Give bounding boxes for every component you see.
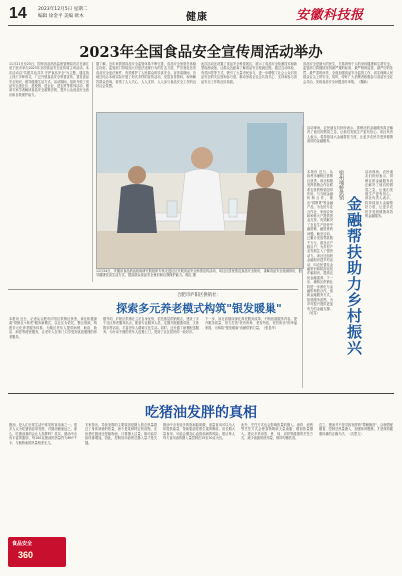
sidebar-body-right: 活动现场，农民朋友们纷纷表示，供销社的金融服务真正解决了他们的燃眉之急，让他们发展生产更有信心。该社负责人表示，将持续加大金融帮扶力度，让更多农民享受到便捷高效的金融服务。 [365, 170, 393, 219]
masthead-logo: 安徽科技报 [296, 8, 364, 23]
article2-headline: 探索多元养老模式构筑"银发暖巢" [116, 302, 282, 315]
article3-col1: 猪油，是人们日常生活中常见的食用油之一。很多人认为吃猪油容易发胖，对猪油避而远之。那么，吃猪油真的会让人发胖吗？其实，猪油中含有丰富的脂肪，每100克猪油的热量约为897千卡，与植物油的热量相差无几。 [9, 423, 77, 445]
article3-col5: 总之，猪油并不是导致发胖的"罪魁祸首"，合理搭配膳食、控制总热量摄入、加强体育锻炼，才是保持健康体重的正确方法。（沈思文） [319, 423, 393, 436]
sidebar-headline: 金融帮扶助力乡村振兴 [345, 196, 363, 356]
logo-text: 食品安全 [12, 541, 33, 547]
article1-headline: 2023年全国食品安全宣传周活动举办 [79, 44, 323, 61]
logo-number: 360 [18, 550, 34, 560]
section-title: 健康 [186, 12, 208, 23]
column-divider [92, 62, 93, 282]
sidebar-divider [302, 126, 303, 388]
section-rule-2 [8, 393, 394, 394]
issue-date: 2023年12月5日 星期二 [38, 7, 88, 12]
article2-col3: 下一步，该社将继续深化养老服务改革，不断拓展服务内容，提升服务质量，努力打造"老有所养、老有所依、老有所乐"的幸福家园，为构筑"银发暖巢"贡献供销力量。（张显华） [205, 317, 297, 330]
photo-illustration [97, 113, 303, 268]
article3-col4: 此外，烹饪方式也会影响热量的摄入。油炸、油煎等烹饪方式会使食物吸收大量油脂，增加热量摄入。建议多采用蒸、煮、炖、凉拌等健康的烹饪方式，减少油脂的使用量，保持均衡饮食。 [241, 423, 313, 441]
sidebar-top-text: 活动现场，农民朋友们纷纷表示，供销社的金融服务真正解决了他们的燃眉之急，让他们发展生产更有信心。该社负责人表示，将持续加大金融帮扶力度，让更多农民享受到便捷高效的金融服务。 [307, 126, 393, 144]
sidebar-kicker: 宿州埇桥供销 [338, 170, 344, 200]
article2-col1: 本报讯 近日，记者从合肥市庐阳区供销社获悉，该社积极探索"供销社+养老"服务新模式，以社区为依托，整合资源，构建多元化养老服务体系，为辖区老年人提供助餐、助浴、助洁、助医等便民服务，让老年人在家门口享受到优质便捷的养老服务。 [9, 317, 97, 339]
photo-caption: 11月24日，安徽省食品药品检验研究院组织专家走进社区开展食品安全科普宣传活动，向社区居民普及食品安全知识，讲解食品安全检测常识，倡导健康饮食生活方式，提高群众食品安全意识和自我保护能力。郭红 摄 [96, 269, 302, 278]
article3-col2: 专家指出，导致发胖的主要原因是摄入的总热量超过了身体消耗的热量，而不是某种特定的食物。无论是吃猪油还是植物油，只要摄入过量，都可能导致体重增加。因此，控制食用油的总摄入量才是关键。 [85, 423, 157, 445]
article1-photo [96, 112, 304, 269]
article3-col3: 猪油中含有较多的饱和脂肪酸，适量食用可以为人体提供能量，帮助脂溶性维生素的吸收。但长期大量食用，可能会增加心血管疾病的风险。建议每人每天食用油的摄入量控制在25至30克为宜。 [163, 423, 235, 441]
article1-col2: 据了解，近年来我国食品安全监管体系不断完善，食品安全形势总体稳定向好。监管部门持续加大对违法违规行为的打击力度，严厉查处各类食品安全违法案件，有效维护了人民群众的饮食安全。宣传周期间，各地还结合本地实际开展了形式多样的宣传活动，发放宣传资料，现场解答群众咨询，营造了人人关心、人人支持、人人参与食品安全工作的良好社会氛围。 [96, 62, 196, 89]
header-rule [8, 25, 394, 26]
article1-col4: 食品安全是最大的民生，关系到每个人的身体健康和生命安全。监管部门将继续坚持最严谨的标准、最严格的监管、最严厉的处罚、最严肃的问责，全面加强食品安全监管工作，切实保障人民群众舌尖上的安全。同时，呼吁广大消费者积极参与食品安全社会共治，发现食品安全问题及时举报。（魏新） [303, 62, 393, 84]
editor-line: 编辑 徐金平 美编 欧木 [38, 14, 84, 19]
article3-headline: 吃猪油发胖的真相 [145, 405, 257, 421]
section-rule [8, 289, 298, 290]
article2-col2: 据介绍，庐阳区供销社立足自身优势，依托基层供销网点，建设了多个社区养老服务站点，配备专业服务人员，定期开展健康讲座、文体娱乐等活动，丰富老年人精神文化生活。同时，还开通了助餐配送服务，为行动不便的老年人送餐上门，受到了社区居民的一致好评。 [103, 317, 199, 335]
article1-col3: 此次活动还设置了食品安全科普展区，展示了食品安全检测技术和新型检测设备，让群众近距离了解食品安全检测过程。通过互动体验、有奖问答等方式，吸引了大量市民参与，进一步增强了社会公众对食品安全的关注度和参与度，推动形成全社会共同关心、支持和参与食品安全工作的良好局面。 [201, 62, 297, 84]
sidebar-body: 本报讯 近日，从宿州市埇桥区供销社获悉，该社积极发挥供销合作社联系农民的桥梁纽带作用，与当地金融机构合作，推出"供销贷"等金融产品，为农民专业合作社、家庭农场和种养大户提供资金支持，有效解决了农业生产经营中融资难、融资贵的问题。截至目前，已累计发放贷款数千万元，惠及农户数百户，为乡村产业发展注入了强劲动力。该社还组织金融知识进乡村活动，向农民普及金融常识和防范电信诈骗知识，提高农民金融素养。下一步，埇桥区供销社将进一步深化与金融机构的合作，创新金融服务方式，拓展服务范围，为乡村振兴提供更加有力的金融支撑。（吴雪） [307, 170, 333, 315]
article1-col1: 11月21日至25日，国家食品药品监督管理局首次在浙江省宁波市举办2023年全国食品安全宣传周主场活动。本次活动以"共建共治共享 守护食品安全"为主题，通过线上线下多种形式，广泛开展食品安全科普宣传，普及食品安全知识，倡导健康生活方式。活动期间，组织开展了食品安全进社区、进校园、进企业、进农村等系列活动，邀请专家学者解读食品安全政策法规，提升公众食品安全意识和自我保护能力。 [9, 62, 89, 97]
page-number: 14 [9, 5, 27, 22]
article2-subheading: 合肥市庐阳区供销社： [177, 293, 221, 298]
